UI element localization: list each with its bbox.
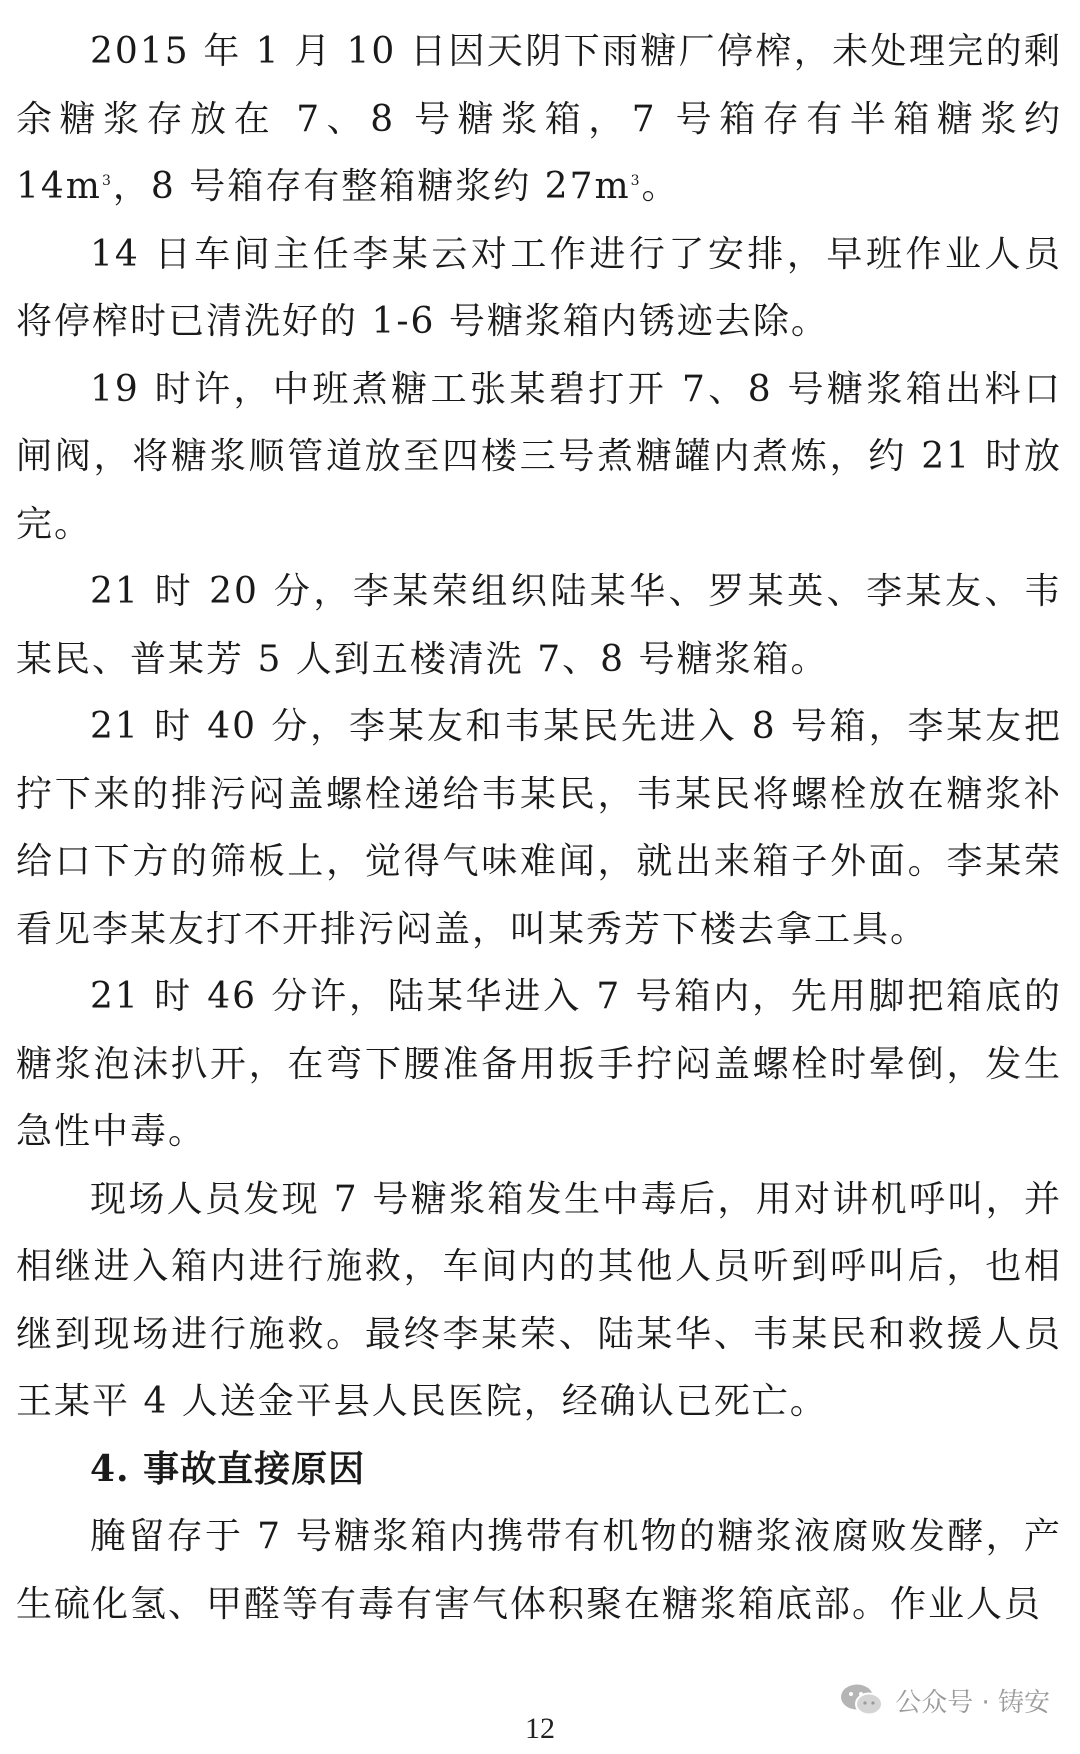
paragraph-6: 21 时 46 分许，陆某华进入 7 号箱内，先用脚把箱底的糖浆泡沫扒开，在弯下腰准备用扳手拧闷盖螺栓时晕倒，发生急性中毒。 bbox=[16, 976, 1062, 1152]
paragraph-4: 21 时 20 分，李某荣组织陆某华、罗某英、李某友、韦某民、普某芳 5 人到五楼清洗 7、8 号糖浆箱。 bbox=[16, 571, 1062, 680]
watermark-text: 公众号 · 铸安 bbox=[895, 1687, 1050, 1718]
section-heading: 4. 事故直接原因 bbox=[90, 1447, 366, 1490]
paragraph-7: 现场人员发现 7 号糖浆箱发生中毒后，用对讲机呼叫，并相继进入箱内进行施救，车间内的其他人员听到呼叫后，也相继到现场进行施救。最终李某荣、陆某华、韦某民和救援人员王某平 4 人送金平县人民医院，经确认已死亡。 bbox=[16, 1178, 1062, 1422]
paragraph-8: 腌留存于 7 号糖浆箱内携带有机物的糖浆液腐败发酵，产生硫化氢、甲醛等有毒有害气体积聚在糖浆箱底部。作业人员 bbox=[16, 1516, 1062, 1625]
paragraph-2: 14 日车间主任李某云对工作进行了安排，早班作业人员将停榨时已清洗好的 1-6 号糖浆箱内锈迹去除。 bbox=[16, 233, 1062, 342]
page-number: 12 bbox=[525, 1712, 555, 1745]
paragraph-5: 21 时 40 分，李某友和韦某民先进入 8 号箱，李某友把拧下来的排污闷盖螺栓递给韦某民，韦某民将螺栓放在糖浆补给口下方的筛板上，觉得气味难闻，就出来箱子外面。李某荣看见李某友打不开排污闷盖，叫某秀芳下楼去拿工具。 bbox=[16, 706, 1062, 950]
document-page bbox=[16, 18, 1062, 1638]
paragraph-3: 19 时许，中班煮糖工张某碧打开 7、8 号糖浆箱出料口闸阀，将糖浆顺管道放至四楼三号煮糖罐内煮炼，约 21 时放完。 bbox=[16, 368, 1062, 545]
paragraph-1: 2015 年 1 月 10 日因天阴下雨糖厂停榨，未处理完的剩余糖浆存放在 7、8 号糖浆箱，7 号箱存有半箱糖浆约 $14m^3$，8 号箱存有整箱糖浆约 $27m^3$。 bbox=[16, 31, 1062, 207]
